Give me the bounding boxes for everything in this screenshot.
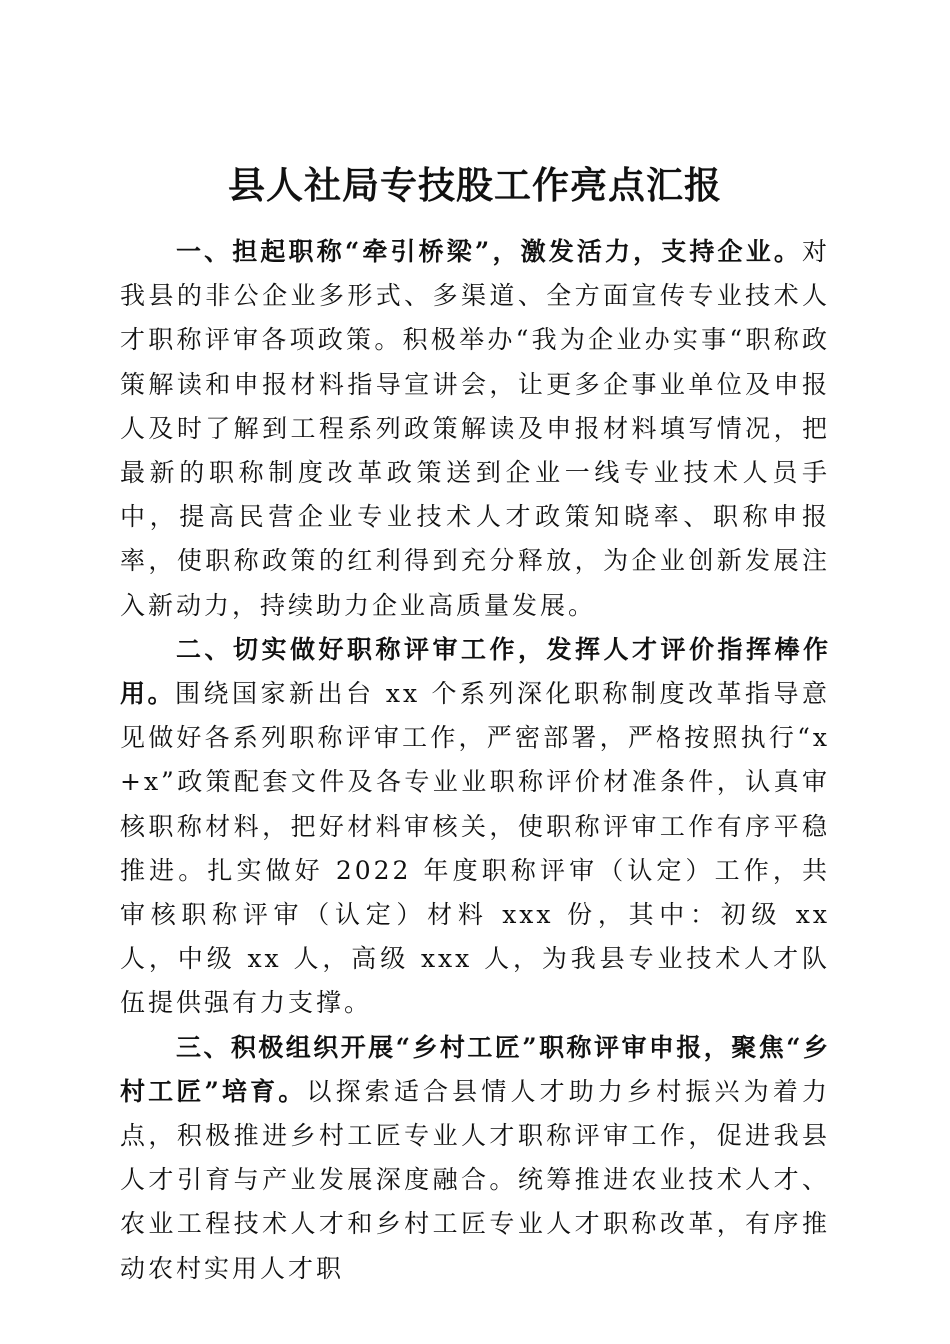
section-1-heading: 一、担起职称“牵引桥梁”，激发活力，支持企业。 <box>176 237 802 266</box>
section-2-paragraph <box>120 628 830 1026</box>
section-2-heading: 二、切实做好职称评审工作，发挥人才评价指挥棒作用。 <box>120 634 830 709</box>
section-1-body: 对我县的非公企业多形式、多渠道、全方面宣传专业技术人才职称评审各项政策。积极举办“我为企业办实事“职称政策解读和申报材料指导宣讲会，让更多企事业单位及申报人及时了解到工程系列政策解读及申报材料填写情况，把最新的职称制度改革政策送到企业一线专业技术人员手中，提高民营企业专业技术人才政策知晓率、职称申报率，使职称政策的红利得到充分释放，为企业创新发展注入新动力，持续助力企业高质量发展。 <box>120 237 830 620</box>
section-2-body: 围绕国家新出台 xx 个系列深化职称制度改革指导意见做好各系列职称评审工作，严密部署，严格按照执行“x+x”政策配套文件及各专业业职称评价材准条件，认真审核职称材料，把好材料审核关，使职称评审工作有序平稳推进。扎实做好 2022 年度职称评审（认定）工作，共审核职称评审（认定）材料 xxx 份，其中：初级 xx 人，中级 xx 人，高级 xxx 人，为我县专业技术人才队伍提供强有力支撑。 <box>120 679 830 1018</box>
section-1-paragraph <box>120 230 830 628</box>
section-3-heading: 三、积极组织开展“乡村工匠”职称评审申报，聚焦“乡村工匠”培育。 <box>120 1032 830 1106</box>
document-body <box>120 230 830 1291</box>
document-title: 县人社局专技股工作亮点汇报 <box>228 162 722 207</box>
section-3-paragraph <box>120 1026 830 1291</box>
section-3-body: 以探索适合县情人才助力乡村振兴为着力点，积极推进乡村工匠专业人才职称评审工作，促进我县人才引育与产业发展深度融合。统筹推进农业技术人才、农业工程技术人才和乡村工匠专业人才职称改革，有序推动农村实用人才职 <box>120 1076 830 1283</box>
